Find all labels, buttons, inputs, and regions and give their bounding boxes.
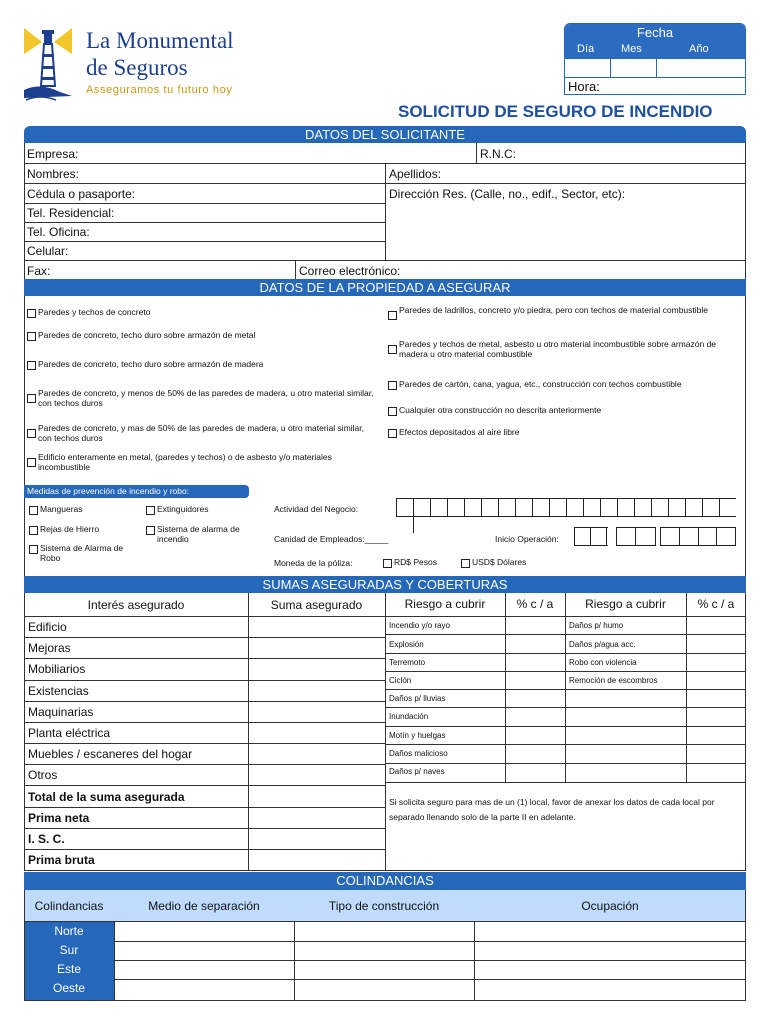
date-label: Fecha <box>636 25 674 40</box>
boundary-east: Este <box>24 960 114 979</box>
construction-option-7[interactable]: Paredes de ladrillos, concreto y/o piedra, pero con techos de material combustible <box>388 306 740 316</box>
construction-option-1[interactable]: Paredes y techos de concreto <box>27 308 377 318</box>
risk-item: Terremoto <box>389 658 426 667</box>
construction-option-11[interactable]: Efectos depositados al aire libre <box>388 428 740 438</box>
rnc-field[interactable]: R.N.C: <box>480 147 516 161</box>
business-activity-boxes[interactable] <box>396 498 736 517</box>
fire-alarm-checkbox[interactable]: Sistema de alarma de incendio <box>146 525 256 544</box>
col-insured-interest: Interés asegurado <box>87 598 185 612</box>
hoses-checkbox[interactable]: Mangueras <box>29 505 83 515</box>
boundary-north: Norte <box>24 922 114 941</box>
section-insured-sums-header: SUMAS ASEGURADAS Y COBERTURAS <box>24 576 746 593</box>
day-field[interactable] <box>565 59 611 78</box>
construction-option-5[interactable]: Paredes de concreto, y mas de 50% de las paredes de madera, u otro material similar, con techos duros <box>27 424 377 443</box>
interest-item: Edificio <box>28 620 67 634</box>
construction-option-6[interactable]: Edificio enteramente en metal, (paredes y techos) o de asbesto y/o materiales incombustible <box>27 453 367 472</box>
col-construction-type: Tipo de construcción <box>328 899 440 913</box>
fax-field[interactable]: Fax: <box>27 264 51 278</box>
col-occupancy: Ocupación <box>581 899 639 913</box>
boundary-south: Sur <box>24 941 114 960</box>
construction-option-2[interactable]: Paredes de concreto, techo duro sobre armazón de metal <box>27 331 377 341</box>
risk-item: Robo con violencia <box>569 658 637 667</box>
company-field[interactable]: Empresa: <box>27 147 79 161</box>
risk-item: Daños malicioso <box>389 749 448 758</box>
home-phone-field[interactable]: Tel. Residencial: <box>27 206 115 220</box>
day-label: Día <box>577 43 595 55</box>
construction-option-10[interactable]: Cualquier otra construcción no descrita anteriormente <box>388 406 740 416</box>
col-pct-1: % c / a <box>516 597 554 611</box>
risk-item: Daños p/ humo <box>569 621 624 630</box>
brand-slogan: Asseguramos tu futuro hoy <box>86 84 233 96</box>
brand-name-line2: de Seguros <box>86 55 188 80</box>
risk-item: Remoción de escombros <box>569 676 658 685</box>
rd-pesos-checkbox[interactable]: RD$ Pesos <box>383 558 437 568</box>
employee-count-field[interactable]: Canidad de Empleados:_____ <box>274 534 389 544</box>
start-operation-label: Inicio Operación: <box>495 534 559 544</box>
year-label: Año <box>689 43 709 55</box>
risk-item: Inundación <box>389 712 429 721</box>
prevention-measures-header: Medidas de prevención de incendio y robo: <box>24 485 249 498</box>
col-separation: Medio de separación <box>148 899 260 913</box>
extinguishers-checkbox[interactable]: Extinguidores <box>146 505 209 515</box>
cell-phone-field[interactable]: Celular: <box>27 244 69 258</box>
start-day-boxes[interactable] <box>574 527 608 546</box>
first-names-field[interactable]: Nombres: <box>27 167 80 181</box>
section-property-header: DATOS DE LA PROPIEDAD A ASEGURAR <box>24 279 746 296</box>
usd-dollars-checkbox[interactable]: USD$ Dólares <box>461 558 526 568</box>
net-premium: Prima neta <box>28 811 90 825</box>
last-names-field[interactable]: Apellidos: <box>389 167 442 181</box>
brand-name-line1: La Monumental <box>86 28 234 53</box>
policy-currency-label: Moneda de la póliza: <box>274 558 353 568</box>
lighthouse-logo <box>20 20 80 105</box>
interest-item: Maquinarias <box>28 705 94 719</box>
interest-item: Mobiliarios <box>28 662 86 676</box>
col-pct-2: % c / a <box>697 597 735 611</box>
business-activity-label: Actividad del Negocio: <box>274 504 359 514</box>
interest-item: Existencias <box>28 684 89 698</box>
section-applicant-header: DATOS DEL SOLICITANTE <box>24 126 746 143</box>
interest-item: Otros <box>28 768 58 782</box>
col-insured-sum: Suma asegurado <box>270 598 363 612</box>
gross-premium: Prima bruta <box>28 853 95 867</box>
risk-item: Incendio y/o rayo <box>389 621 450 630</box>
risk-item: Daños p/ naves <box>389 767 445 776</box>
date-box <box>564 23 746 95</box>
risk-item: Motín y huelgas <box>389 731 446 740</box>
construction-option-8[interactable]: Paredes y techos de metal, asbesto u otro material incombustible sobre armazón de madera u otro material combustible <box>388 340 740 359</box>
interest-item: Muebles / escaneres del hogar <box>28 747 193 761</box>
start-month-boxes[interactable] <box>616 527 656 546</box>
email-field[interactable]: Correo electrónico: <box>299 264 401 278</box>
start-year-boxes[interactable] <box>660 527 736 546</box>
construction-option-4[interactable]: Paredes de concreto, y menos de 50% de las paredes de madera, u otro material similar, con techos duros <box>27 389 377 408</box>
interest-item: Planta eléctrica <box>28 726 111 740</box>
address-field[interactable]: Dirección Res. (Calle, no., edif., Sector, etc): <box>389 187 626 201</box>
interest-item: Mejoras <box>28 641 71 655</box>
section-boundaries-header: COLINDANCIAS <box>24 872 746 890</box>
id-passport-field[interactable]: Cédula o pasaporte: <box>27 187 136 201</box>
year-field[interactable] <box>657 59 746 78</box>
form-title: SOLICITUD DE SEGURO DE INCENDIO <box>398 102 713 121</box>
col-risk-1: Riesgo a cubrir <box>404 597 486 611</box>
construction-option-3[interactable]: Paredes de concreto, techo duro sobre armazón de madera <box>27 360 377 370</box>
month-label: Mes <box>621 43 642 55</box>
risk-item: Ciclón <box>389 676 412 685</box>
boundaries-column-headers <box>24 890 746 922</box>
iron-bars-checkbox[interactable]: Rejas de Hierro <box>29 525 99 535</box>
col-risk-2: Riesgo a cubrir <box>585 597 666 611</box>
theft-alarm-checkbox[interactable]: Sistema de Alarma de Robo <box>29 544 124 563</box>
isc-tax: I. S. C. <box>28 832 65 846</box>
month-field[interactable] <box>611 59 657 78</box>
risk-item: Daños p/agua acc. <box>569 640 636 649</box>
col-boundaries: Colindancias <box>34 899 104 913</box>
total-insured-sum: Total de la suma asegurada <box>28 790 185 804</box>
office-phone-field[interactable]: Tel. Oficina: <box>27 225 90 239</box>
boundary-west: Oeste <box>24 979 114 1000</box>
risk-item: Daños p/ lluvias <box>389 694 446 703</box>
multiple-locations-note: Si solicita seguro para mas de un (1) local, favor de anexar los datos de cada local por separado llenando solo de la parte II en adelante. <box>389 797 715 822</box>
time-label: Hora: <box>568 79 600 94</box>
risk-item: Explosión <box>389 640 424 649</box>
construction-option-9[interactable]: Paredes de cartón, cana, yagua, etc., construcción con techos combustible <box>388 380 748 390</box>
